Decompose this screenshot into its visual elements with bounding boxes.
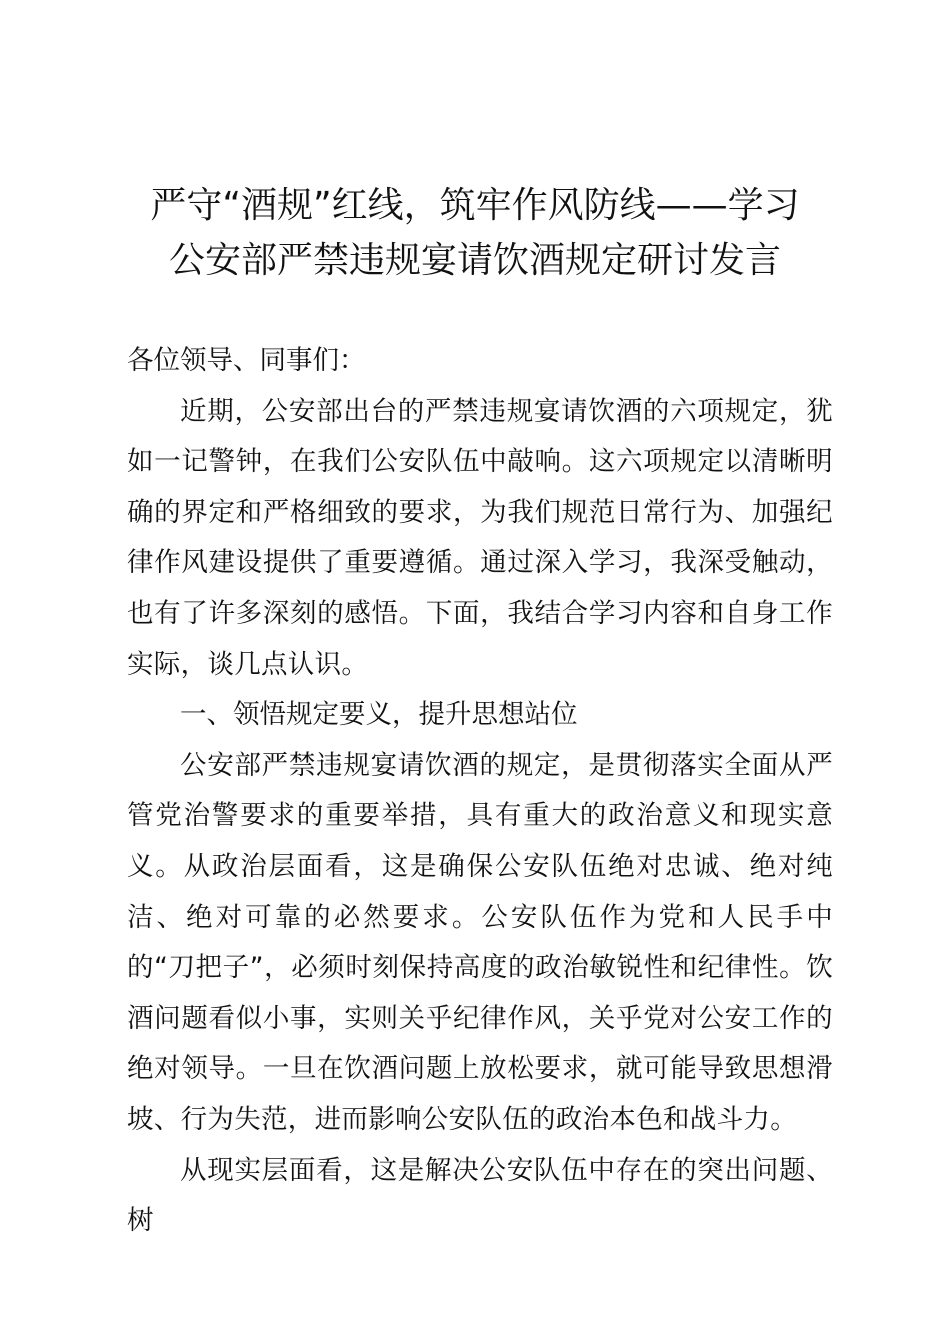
salutation: 各位领导、同事们：: [127, 345, 366, 376]
paragraph-political-significance: 公安部严禁违规宴请饮酒的规定，是贯彻落实全面从严管党治警要求的重要举措，具有重大的政治意义和现实意义。从政治层面看，这是确保公安队伍绝对忠诚、绝对纯洁、绝对可靠的必然要求。公安队伍作为党和人民手中的“刀把子”，必须时刻保持高度的政治敏锐性和纪律性。饮酒问题看似小事，实则关乎纪律作风，关乎党对公安工作的绝对领导。一旦在饮酒问题上放松要求，就可能导致思想滑坡、行为失范，进而影响公安队伍的政治本色和战斗力。: [127, 749, 833, 1135]
title-line-1: 严守“酒规”红线，筑牢作风防线——学习: [150, 185, 800, 226]
section-heading-1: 一、领悟规定要义，提升思想站位: [180, 699, 578, 731]
document-body: [127, 336, 833, 1247]
paragraph-intro: 近期，公安部出台的严禁违规宴请饮酒的六项规定，犹如一记警钟，在我们公安队伍中敲响。这六项规定以清晰明确的界定和严格细致的要求，为我们规范日常行为、加强纪律作风建设提供了重要遵循。通过深入学习，我深受触动，也有了许多深刻的感悟。下面，我结合学习内容和自身工作实际，谈几点认识。: [127, 395, 833, 680]
paragraph-practical-significance: 从现实层面看，这是解决公安队伍中存在的突出问题、树: [127, 1154, 833, 1237]
title-line-2: 公安部严禁违规宴请饮酒规定研讨发言: [168, 240, 781, 281]
document-title: [100, 178, 850, 288]
